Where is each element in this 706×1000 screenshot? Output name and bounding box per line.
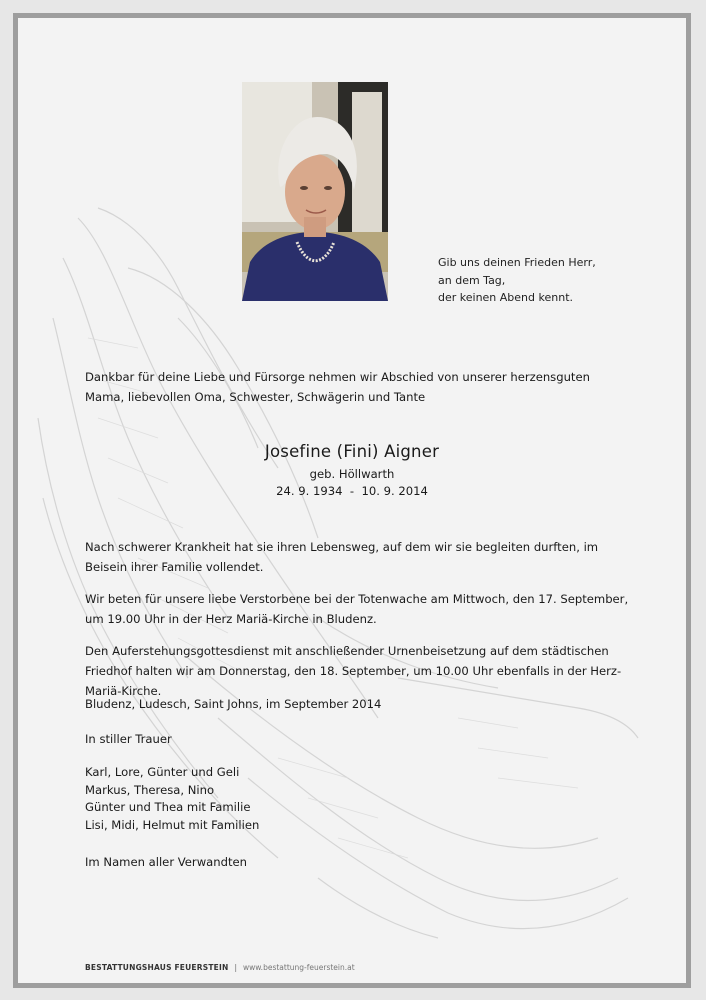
closing-line: Im Namen aller Verwandten: [85, 855, 248, 869]
birth-name: geb. Höllwarth: [309, 467, 395, 481]
funeral-home-name: BESTATTUNGSHAUS FEUERSTEIN: [85, 963, 229, 972]
verse: [438, 254, 596, 307]
deceased-name: Josefine (Fini) Aigner: [264, 442, 440, 461]
mourner-line: Lisi, Midi, Helmut mit Familien: [85, 817, 260, 832]
obituary-card: [13, 13, 691, 988]
mourners-list: [85, 764, 259, 834]
mourner-line: Günter und Thea mit Familie: [85, 800, 251, 814]
funeral-home-url[interactable]: www.bestattung-feuerstein.at: [242, 963, 355, 972]
place-date-line: Bludenz, Ludesch, Saint Johns, im September 2014: [85, 697, 382, 711]
footer: [85, 963, 355, 972]
verse-line: an dem Tag,: [438, 273, 506, 287]
mourner-line: Karl, Lore, Günter und Geli: [85, 765, 240, 779]
wake-paragraph: Wir beten für unsere liebe Verstorbene bei der Totenwache am Mittwoch, den 17. September, um 19.00 Uhr in der Herz Mariä-Kirche in Bludenz.: [85, 592, 629, 626]
funeral-paragraph: Den Auferstehungsgottesdienst mit anschließender Urnenbeisetzung auf dem städtischen Friedhof halten wir am Donnerstag, den 18. September, um 10.00 Uhr ebenfalls in der Herz-Mariä-Kirche.: [85, 644, 622, 698]
life-dates: 24. 9. 1934 - 10. 9. 2014: [276, 484, 428, 498]
intro-text: Dankbar für deine Liebe und Fürsorge nehmen wir Abschied von unserer herzensguten Mama, liebevollen Oma, Schwester, Schwägerin und Tante: [85, 370, 590, 404]
mourning-line: In stiller Trauer: [85, 732, 172, 746]
footer-separator: |: [234, 963, 237, 972]
verse-line: der keinen Abend kennt.: [438, 291, 574, 304]
verse-line: Gib uns deinen Frieden Herr,: [438, 256, 596, 269]
illness-paragraph: Nach schwerer Krankheit hat sie ihren Lebensweg, auf dem wir sie begleiten durften, im Beisein ihrer Familie vollendet.: [85, 540, 599, 574]
mourner-line: Markus, Theresa, Nino: [85, 782, 215, 797]
portrait-photo: [242, 82, 388, 301]
